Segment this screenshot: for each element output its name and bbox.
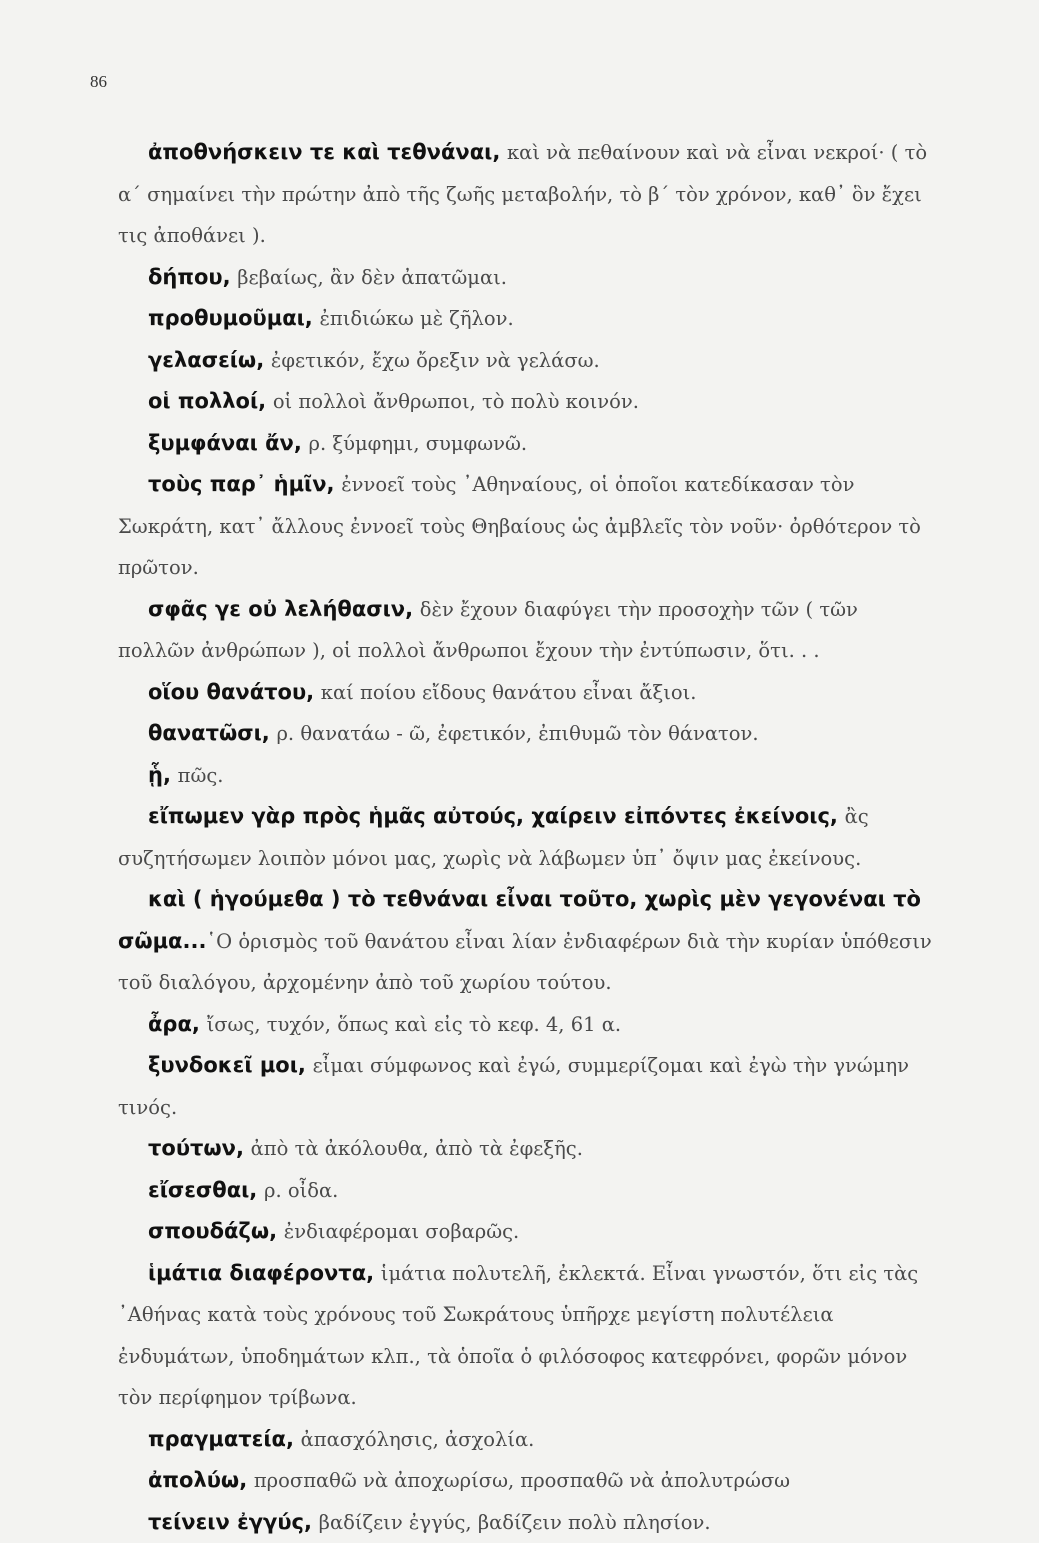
lemma: ἀποθνήσκειν τε καὶ τεθνάναι, bbox=[148, 140, 500, 164]
glossary-entry bbox=[118, 298, 940, 340]
glossary-entry bbox=[118, 755, 940, 797]
lemma: σφᾶς γε οὐ λελήθασιν, bbox=[148, 597, 413, 621]
lemma: σπουδάζω, bbox=[148, 1219, 277, 1243]
glossary-entry bbox=[118, 879, 940, 1004]
gloss: ἂς συζητήσωμεν λοιπὸν μόνοι μας, χωρὶς νὰ λάβωμεν ὑπ᾿ ὄψιν μας ἐκείνους. bbox=[118, 805, 869, 870]
glossary-entry bbox=[118, 796, 940, 879]
lemma: οἵου θανάτου, bbox=[148, 680, 314, 704]
gloss: ἀπὸ τὰ ἀκόλουθα, ἀπὸ τὰ ἐφεξῆς. bbox=[251, 1137, 583, 1160]
gloss: καὶ νὰ πεθαίνουν καὶ νὰ εἶναι νεκροί· ( τὸ α΄ σημαίνει τὴν πρώτην ἀπὸ τῆς ζωῆς μεταβολήν, τὸ β΄ τὸν χρόνον, καθ᾿ ὃν ἔχει τις ἀποθάνει ). bbox=[118, 141, 927, 247]
lemma: οἱ πολλοί, bbox=[148, 389, 266, 413]
gloss: ἐνδιαφέρομαι σοβαρῶς. bbox=[284, 1220, 520, 1243]
glossary-entry bbox=[118, 589, 940, 672]
lemma: ξυμφάναι ἄν, bbox=[148, 431, 302, 455]
lemma: ᾗ, bbox=[148, 763, 171, 787]
gloss: ρ. θανατάω - ῶ, ἐφετικόν, ἐπιθυμῶ τὸν θάνατον. bbox=[276, 722, 758, 745]
gloss: δὲν ἔχουν διαφύγει τὴν προσοχὴν τῶν ( τῶν πολλῶν ἀνθρώπων ), οἱ πολλοὶ ἄνθρωποι ἔχουν τὴν ἐντύπωσιν, ὅτι. . . bbox=[118, 598, 858, 663]
lemma: θανατῶσι, bbox=[148, 721, 270, 745]
glossary-entry bbox=[118, 1211, 940, 1253]
lemma: τοὺς παρ᾿ ἡμῖν, bbox=[148, 472, 335, 496]
gloss: ἴσως, τυχόν, ὅπως καὶ εἰς τὸ κεφ. 4, 61 α. bbox=[207, 1013, 622, 1036]
lemma: καὶ ( ἡγούμεθα ) τὸ τεθνάναι εἶναι τοῦτο, χωρὶς μὲν γεγονέναι τὸ σῶμα... bbox=[118, 887, 921, 953]
gloss: βεβαίως, ἂν δὲν ἀπατῶμαι. bbox=[237, 266, 507, 289]
page-number: 86 bbox=[90, 72, 107, 92]
lemma: τούτων, bbox=[148, 1136, 244, 1160]
glossary-entry bbox=[118, 1170, 940, 1212]
gloss: ἱμάτια πολυτελῆ, ἐκλεκτά. Εἶναι γνωστόν, ὅτι εἰς τὰς ᾿Αθήνας κατὰ τοὺς χρόνους τοῦ Σωκράτους ὑπῆρχε μεγίστη πολυτέλεια ἐνδυμάτων, ὑποδημάτων κλπ., τὰ ὁποῖα ὁ φιλόσοφος κατεφρόνει, φορῶν μόνον τὸν περίφημον τρίβωνα. bbox=[118, 1262, 918, 1410]
gloss: ἀπασχόλησις, ἀσχολία. bbox=[301, 1428, 535, 1451]
lemma: εἴπωμεν γὰρ πρὸς ἡμᾶς αὐτούς, χαίρειν εἰπόντες ἐκείνοις, bbox=[148, 804, 838, 828]
glossary-entry bbox=[118, 1128, 940, 1170]
gloss: οἱ πολλοὶ ἄνθρωποι, τὸ πολὺ κοινόν. bbox=[273, 390, 639, 413]
glossary-entry bbox=[118, 1253, 940, 1419]
lemma: εἴσεσθαι, bbox=[148, 1178, 257, 1202]
lemma: δήπου, bbox=[148, 265, 231, 289]
gloss: εἶμαι σύμφωνος καὶ ἐγώ, συμμερίζομαι καὶ ἐγὼ τὴν γνώμην τινός. bbox=[118, 1054, 909, 1119]
gloss: προσπαθῶ νὰ ἀποχωρίσω, προσπαθῶ νὰ ἀπολυτρώσω bbox=[254, 1469, 790, 1492]
glossary-entry bbox=[118, 1419, 940, 1461]
lemma: ξυνδοκεῖ μοι, bbox=[148, 1053, 306, 1077]
glossary-entry bbox=[118, 1502, 940, 1543]
gloss: ἐφετικόν, ἔχω ὄρεξιν νὰ γελάσω. bbox=[271, 349, 600, 372]
gloss: ρ. ξύμφημι, συμφωνῶ. bbox=[309, 432, 528, 455]
glossary-entry bbox=[118, 340, 940, 382]
lemma: ἱμάτια διαφέροντα, bbox=[148, 1261, 374, 1285]
lemma: τείνειν ἐγγύς, bbox=[148, 1510, 312, 1534]
lemma: ἆρα, bbox=[148, 1012, 200, 1036]
glossary-entry bbox=[118, 713, 940, 755]
gloss: ῾Ο ὁρισμὸς τοῦ θανάτου εἶναι λίαν ἐνδιαφέρων διὰ τὴν κυρίαν ὑπόθεσιν τοῦ διαλόγου, ἀρχομένην ἀπὸ τοῦ χωρίου τούτου. bbox=[118, 930, 932, 995]
glossary-entry bbox=[118, 464, 940, 589]
gloss: ἐννοεῖ τοὺς ᾿Αθηναίους, οἱ ὁποῖοι κατεδίκασαν τὸν Σωκράτη, κατ᾿ ἄλλους ἐννοεῖ τοὺς Θηβαίους ὡς ἀμβλεῖς τὸν νοῦν· ὀρθότερον τὸ πρῶτον. bbox=[118, 473, 921, 579]
gloss: ἐπιδιώκω μὲ ζῆλον. bbox=[319, 307, 513, 330]
glossary-text bbox=[118, 132, 940, 1543]
glossary-entry bbox=[118, 672, 940, 714]
glossary-entry bbox=[118, 132, 940, 257]
glossary-entry bbox=[118, 423, 940, 465]
lemma: πραγματεία, bbox=[148, 1427, 294, 1451]
glossary-entry bbox=[118, 257, 940, 299]
gloss: πῶς. bbox=[178, 764, 224, 787]
gloss: καί ποίου εἴδους θανάτου εἶναι ἄξιοι. bbox=[321, 681, 697, 704]
lemma: γελασείω, bbox=[148, 348, 264, 372]
lemma: προθυμοῦμαι, bbox=[148, 306, 313, 330]
lemma: ἀπολύω, bbox=[148, 1468, 247, 1492]
gloss: ρ. οἶδα. bbox=[264, 1179, 338, 1202]
glossary-entry bbox=[118, 1460, 940, 1502]
gloss: βαδίζειν ἐγγύς, βαδίζειν πολὺ πλησίον. bbox=[319, 1511, 711, 1534]
glossary-entry bbox=[118, 381, 940, 423]
glossary-entry bbox=[118, 1045, 940, 1128]
glossary-entry bbox=[118, 1004, 940, 1046]
